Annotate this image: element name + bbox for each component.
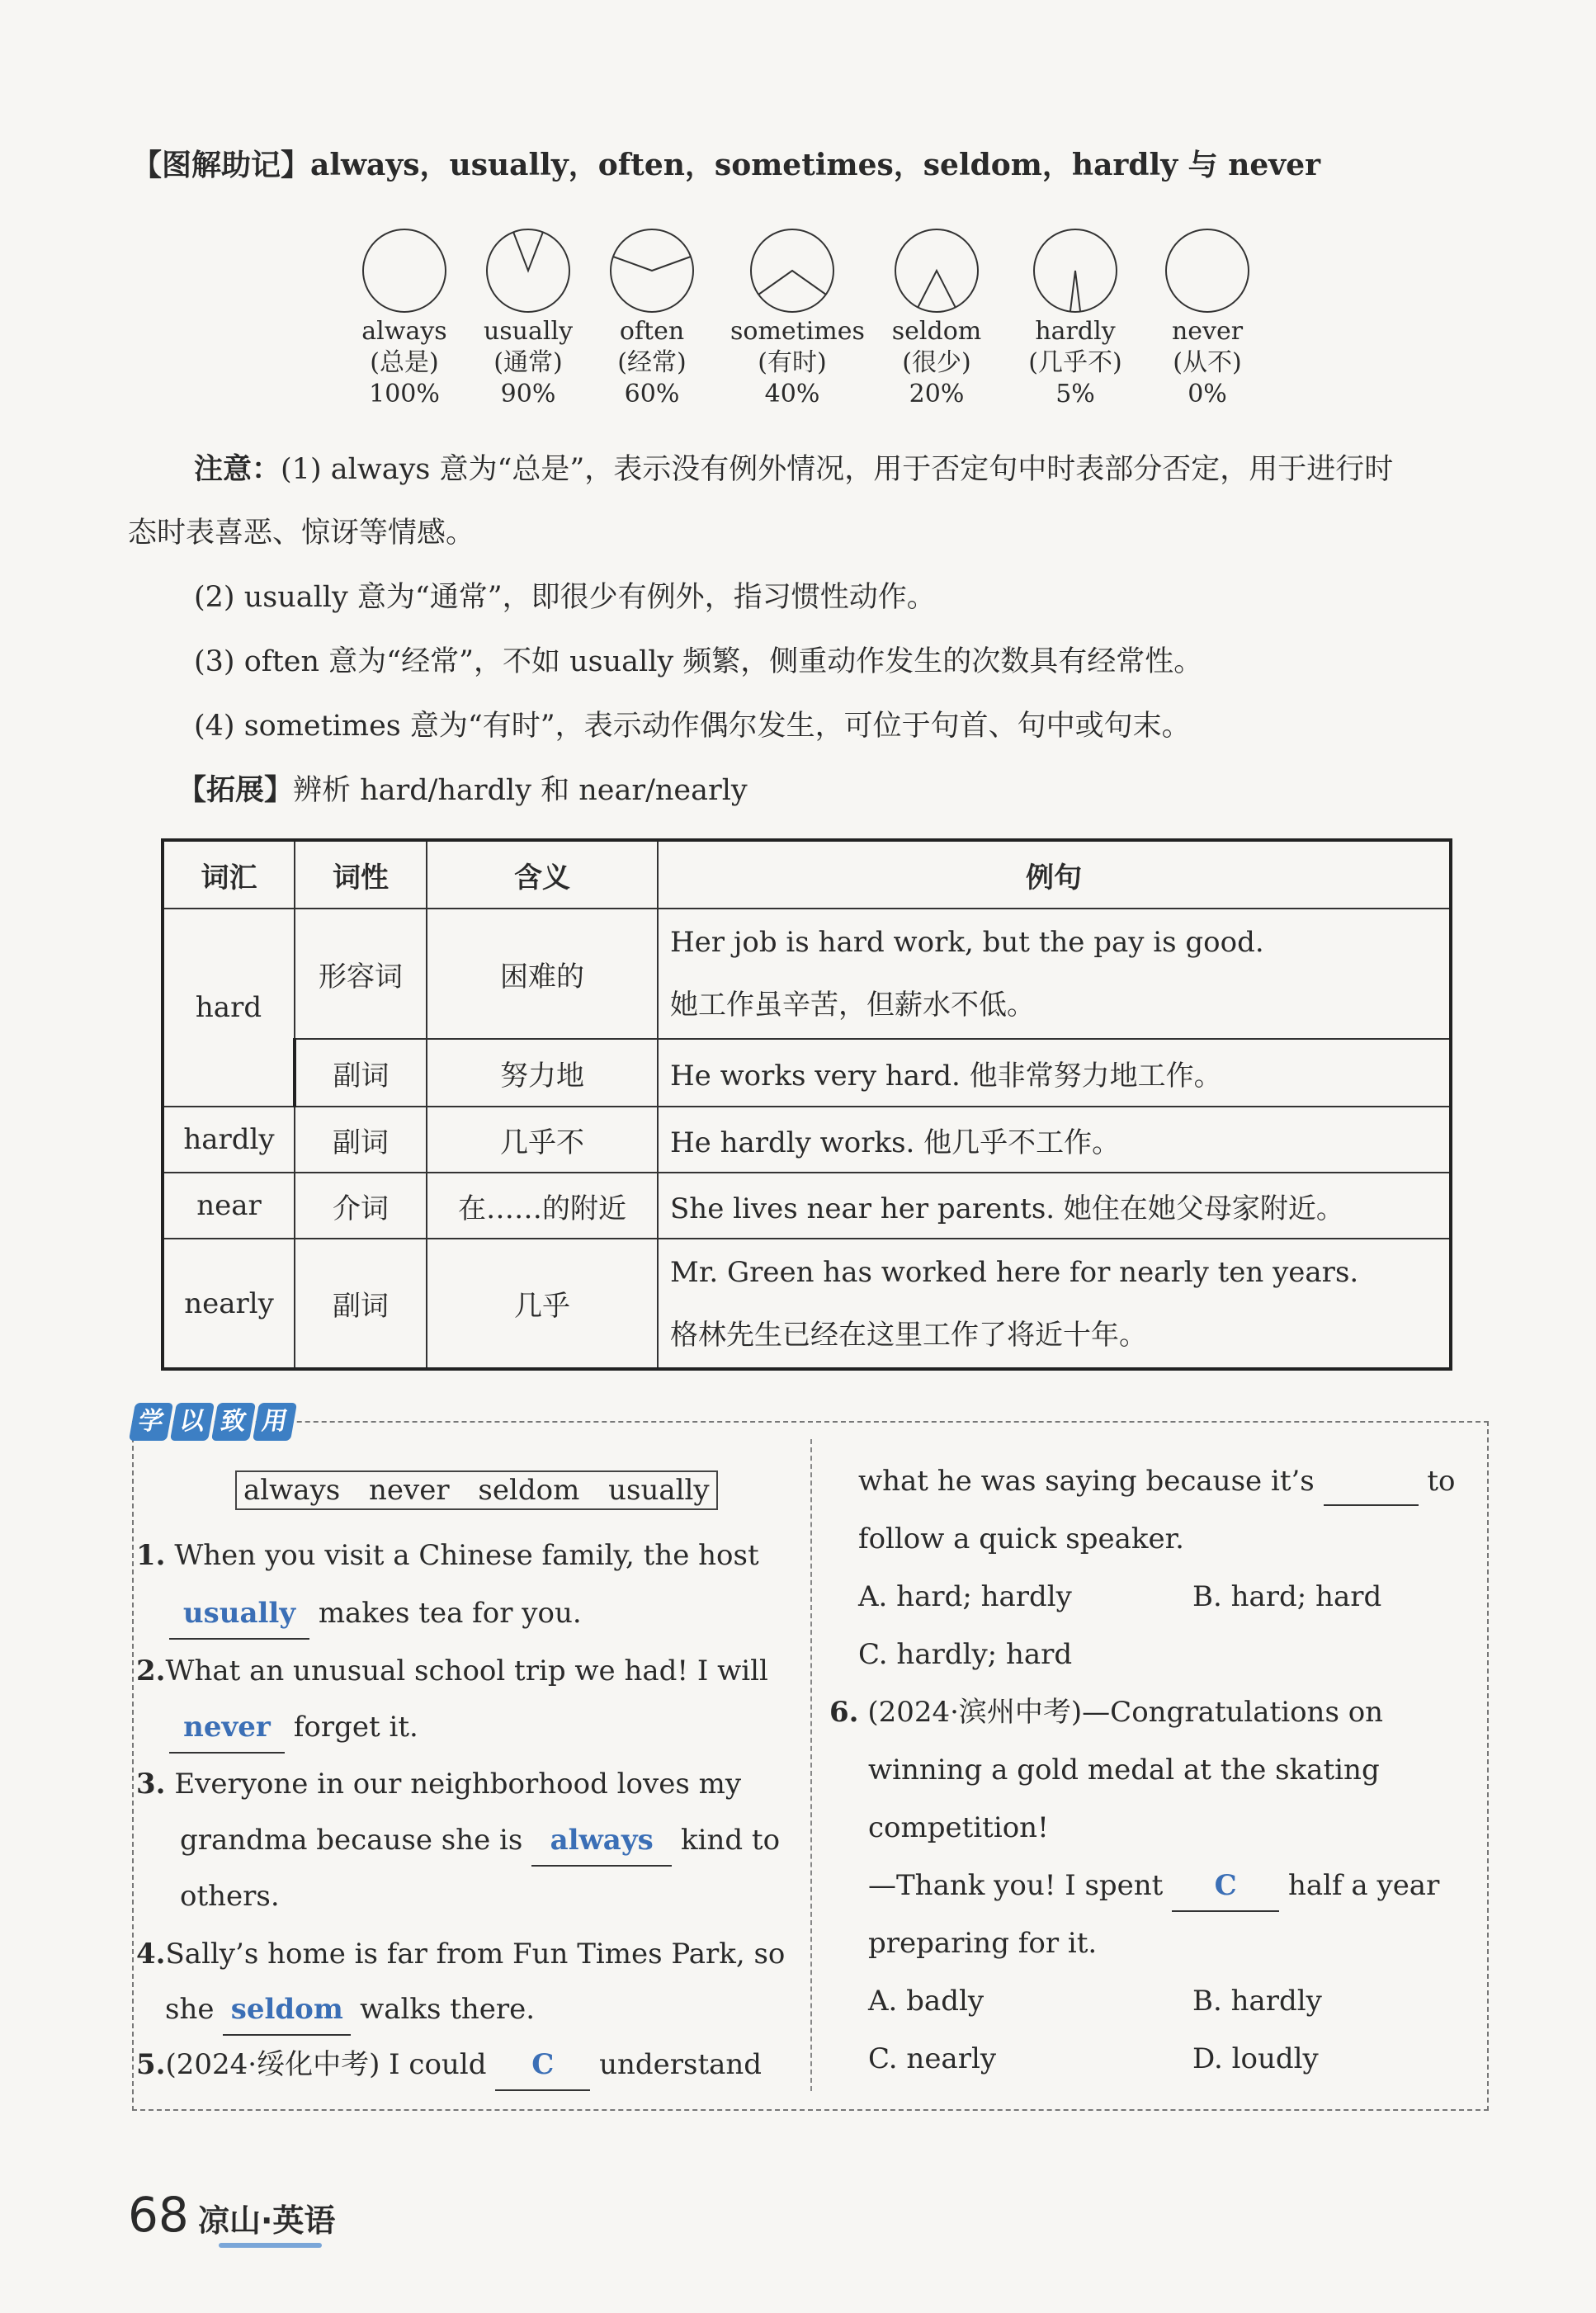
note-1a-text: (1) always 意为“总是”，表示没有例外情况，用于否定句中时表部分否定，用于进行时 [281,453,1394,486]
freq-pct: 5% [1055,380,1095,408]
answer-blank[interactable]: C [495,2040,590,2091]
answer-blank[interactable]: never [169,1702,285,1754]
note-4: (4) sometimes 意为“有时”，表示动作偶尔发生，可位于句首、句中或句末。 [194,710,1191,743]
q-number: 3. [136,1768,166,1801]
q-text: When you visit a Chinese family, the host [174,1539,759,1572]
circle-60-icon [608,227,696,314]
example-en: Mr. Green has worked here for nearly ten years. [670,1255,1359,1289]
word-cell: nearly [163,1239,295,1369]
freq-en: usually [483,317,574,346]
question-5-line1 [136,2040,762,2091]
question-1-line2 [169,1588,582,1640]
extension-heading [177,771,748,810]
question-6-line1 [829,1688,1383,1737]
freq-en: always [361,317,447,346]
word-bank: always never seldom usually [235,1470,718,1510]
q-text: kind to [680,1824,781,1857]
option-c[interactable]: C. hardly; hard [858,1638,1073,1671]
freq-en: sometimes [730,317,865,346]
freq-hardly [1013,227,1137,410]
mnemonic-heading [132,142,1320,184]
question-2-line1 [136,1646,768,1696]
pos-cell: 副词 [295,1107,427,1173]
freq-zh: (很少) [902,348,971,377]
table-row [163,1039,1451,1107]
extension-text: 辨析 hard/hardly 和 near/nearly [293,774,748,807]
q-number: 2. [136,1655,166,1688]
answer-blank[interactable]: C [1172,1861,1279,1912]
question-5-line3: follow a quick speaker. [858,1522,1184,1555]
heading-label: 【图解助记】 [132,149,311,182]
question-3-line2 [180,1815,780,1867]
circle-40-icon [748,227,836,314]
freq-sometimes [730,227,865,410]
freq-zh: (通常) [493,348,563,377]
pos-cell: 副词 [295,1239,427,1369]
answer-blank[interactable]: usually [169,1588,309,1640]
freq-zh: (从不) [1173,348,1242,377]
example-zh: 格林先生已经在这里工作了将近十年。 [670,1318,1147,1352]
question-2-line2 [169,1702,418,1754]
question-6-line3: competition! [868,1811,1049,1844]
freq-pct: 100% [369,380,440,408]
table-row [163,1107,1451,1173]
example-cell [658,1239,1451,1369]
example-en: Her job is hard work, but the pay is good. [670,926,1264,959]
answer-blank[interactable] [1324,1471,1419,1506]
question-5-line2 [858,1456,1456,1506]
q-text: makes tea for you. [318,1597,582,1630]
q-text: walks there. [360,1993,536,2026]
question-3-line1 [136,1759,741,1809]
extension-label: 【拓展】 [177,774,294,807]
q-text: —Thank you! I spent [868,1869,1164,1902]
book-title: 凉山·英语 [198,2202,336,2239]
practice-badge [132,1403,294,1441]
question-4-line2 [165,1985,535,2036]
example-cell: She lives near her parents. 她住在她父母家附近。 [658,1173,1451,1239]
q-text: to [1427,1465,1456,1498]
pos-cell: 形容词 [295,909,427,1039]
table-row [163,1239,1451,1369]
heading-words: always，usually，often，sometimes，seldom，hardly 与 never [310,148,1321,182]
example-cell: He works very hard. 他非常努力地工作。 [658,1039,1451,1107]
q-text: forget it. [293,1711,418,1744]
badge-char: 学 [129,1403,173,1441]
word-cell: hard [163,909,295,1107]
meaning-cell: 努力地 [427,1039,658,1107]
freq-zh: (几乎不) [1028,348,1122,377]
circle-90-icon [484,227,572,314]
note-1b: 态时表喜恶、惊讶等情感。 [128,517,475,550]
q-text: (2024·绥化中考) I could [165,2048,487,2081]
answer-blank[interactable]: seldom [223,1985,351,2036]
vocab-table [161,838,1452,1371]
q-text: What an unusual school trip we had! I will [165,1655,768,1688]
q-text: (2024·滨州中考)—Congratulations on [867,1696,1384,1729]
freq-en: often [619,317,685,346]
word-cell: hardly [163,1107,295,1173]
col-header: 词汇 [163,840,295,909]
note-label: 注意： [194,453,281,486]
q-text: grandma because she is [180,1824,523,1857]
freq-en: seldom [891,317,982,346]
q-text: understand [599,2048,763,2081]
table-row [163,1173,1451,1239]
table-row [163,909,1451,1039]
meaning-cell: 在……的附近 [427,1173,658,1239]
q-number: 4. [136,1938,166,1971]
q-text: half a year [1287,1869,1440,1902]
badge-char: 致 [211,1403,256,1441]
q-number: 6. [829,1696,859,1729]
freq-zh: (有时) [758,348,827,377]
circle-5-icon [1032,227,1119,314]
q-text: Everyone in our neighborhood loves my [174,1768,742,1801]
pos-cell: 介词 [295,1173,427,1239]
q-number: 5. [136,2048,166,2081]
freq-en: hardly [1035,317,1116,346]
freq-pct: 0% [1188,380,1227,408]
question-6-line5: preparing for it. [868,1927,1098,1960]
badge-char: 用 [253,1403,297,1441]
freq-en: never [1171,317,1244,346]
badge-char: 以 [170,1403,215,1441]
option-d[interactable]: D. loudly [1192,2042,1319,2075]
col-header: 例句 [658,840,1451,909]
freq-pct: 90% [500,380,556,408]
example-zh: 她工作虽辛苦，但薪水不低。 [670,989,1035,1022]
question-6-line2: winning a gold medal at the skating [868,1754,1380,1787]
question-1-line1 [136,1531,759,1580]
page-number: 68 [128,2187,189,2243]
freq-pct: 20% [909,380,965,408]
option-a[interactable]: A. badly [868,1985,985,2018]
question-6-line4 [868,1861,1439,1912]
circle-full-icon [361,227,448,314]
option-b[interactable]: B. hardly [1192,1985,1322,2018]
q-text: what he was saying because it’s [858,1465,1315,1498]
freq-never [1145,227,1269,410]
example-cell: He hardly works. 他几乎不工作。 [658,1107,1451,1173]
note-2: (2) usually 意为“通常”，即很少有例外，指习惯性动作。 [194,581,936,614]
option-b[interactable]: B. hard; hard [1192,1580,1382,1613]
example-cell [658,909,1451,1039]
freq-often [590,227,714,410]
meaning-cell: 困难的 [427,909,658,1039]
freq-zh: (总是) [370,348,439,377]
q-number: 1. [136,1539,166,1572]
col-header: 词性 [295,840,427,909]
question-4-line1 [136,1929,785,1979]
q-text: Sally’s home is far from Fun Times Park, so [165,1938,786,1971]
answer-blank[interactable]: always [531,1815,672,1867]
q-text: she [165,1993,215,2026]
col-header: 含义 [427,840,658,909]
column-divider [810,1439,812,2091]
freq-seldom [875,227,999,410]
meaning-cell: 几乎不 [427,1107,658,1173]
freq-pct: 40% [764,380,820,408]
meaning-cell: 几乎 [427,1239,658,1369]
pos-cell: 副词 [295,1039,427,1107]
freq-pct: 60% [624,380,680,408]
freq-usually [466,227,590,410]
footer-accent-bar [219,2243,322,2248]
option-c[interactable]: C. nearly [868,2042,997,2075]
option-a[interactable]: A. hard; hardly [858,1580,1072,1613]
note-1a [194,450,1393,489]
word-cell: near [163,1173,295,1239]
table-header-row [163,840,1451,909]
circle-empty-icon [1164,227,1251,314]
note-3: (3) often 意为“经常”，不如 usually 频繁，侧重动作发生的次数具有经常性。 [194,645,1203,678]
freq-always [342,227,466,410]
circle-20-icon [893,227,980,314]
question-3-line3: others. [180,1880,280,1913]
freq-zh: (经常) [617,348,687,377]
